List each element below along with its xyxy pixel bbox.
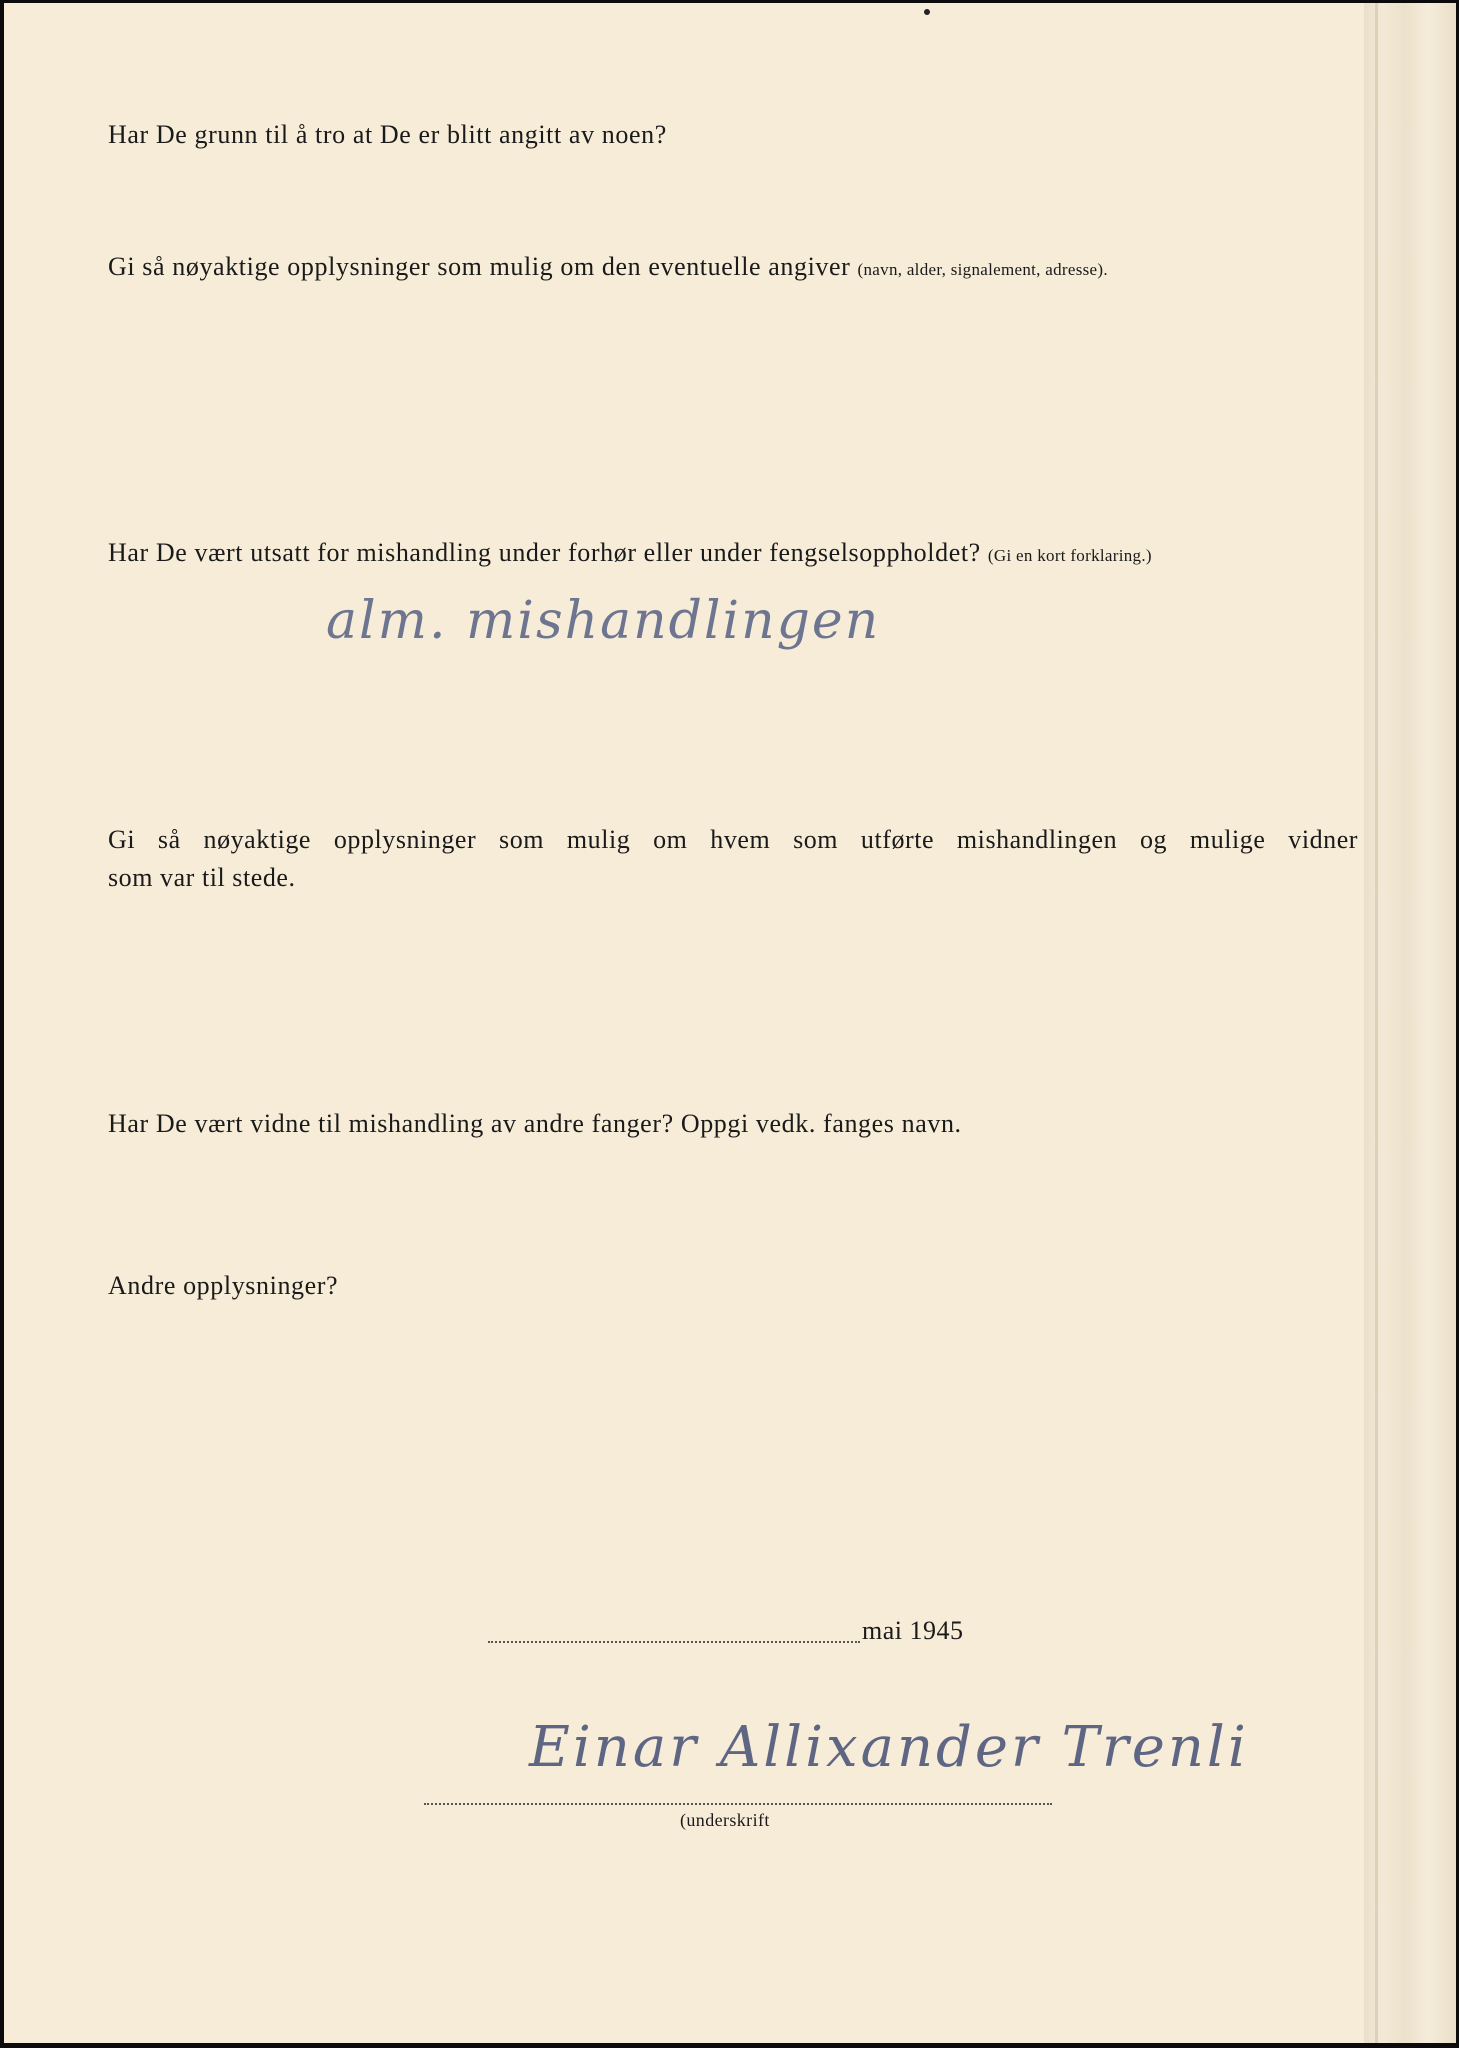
question-perpetrators-line2: som var til stede. — [108, 863, 296, 892]
document-page — [4, 3, 1456, 2043]
question-other-info — [108, 1271, 338, 1301]
question-other-info-text: Andre opplysninger? — [108, 1271, 339, 1300]
question-perpetrators-line1: Gi så nøyaktige opplysninger som mulig om hvem som utførte mishandlingen og mulige vidner — [108, 825, 1358, 854]
question-mistreatment-note: (Gi en kort forklaring.) — [987, 546, 1152, 565]
question-informer-details — [108, 252, 1108, 282]
question-witness-text: Har De vært vidne til mishandling av andre fanger? Oppgi vedk. fanges navn. — [108, 1109, 962, 1138]
ink-dot — [924, 9, 930, 15]
handwritten-answer: alm. mishandlingen — [326, 591, 881, 651]
page-fold-line — [1375, 3, 1378, 2043]
date-text: mai 1945 — [862, 1616, 964, 1645]
signature-dotted-line — [424, 1803, 1052, 1805]
date-dotted-line — [488, 1641, 860, 1643]
question-mistreatment-text: Har De vært utsatt for mishandling under forhør eller under fengselsoppholdet? — [108, 538, 981, 567]
question-witness — [108, 1109, 962, 1139]
question-denounced-text: Har De grunn til å tro at De er blitt angitt av noen? — [108, 120, 667, 149]
signature-handwritten: Einar Allixander Trenli — [529, 1715, 1249, 1780]
question-denounced — [108, 120, 667, 150]
signature-caption: (underskrift — [680, 1810, 770, 1830]
question-informer-details-note: (navn, alder, signalement, adresse). — [857, 260, 1108, 279]
question-mistreatment — [108, 538, 1152, 568]
question-perpetrators — [108, 821, 1358, 897]
question-informer-details-text: Gi så nøyaktige opplysninger som mulig om den eventuelle angiver — [108, 252, 851, 281]
